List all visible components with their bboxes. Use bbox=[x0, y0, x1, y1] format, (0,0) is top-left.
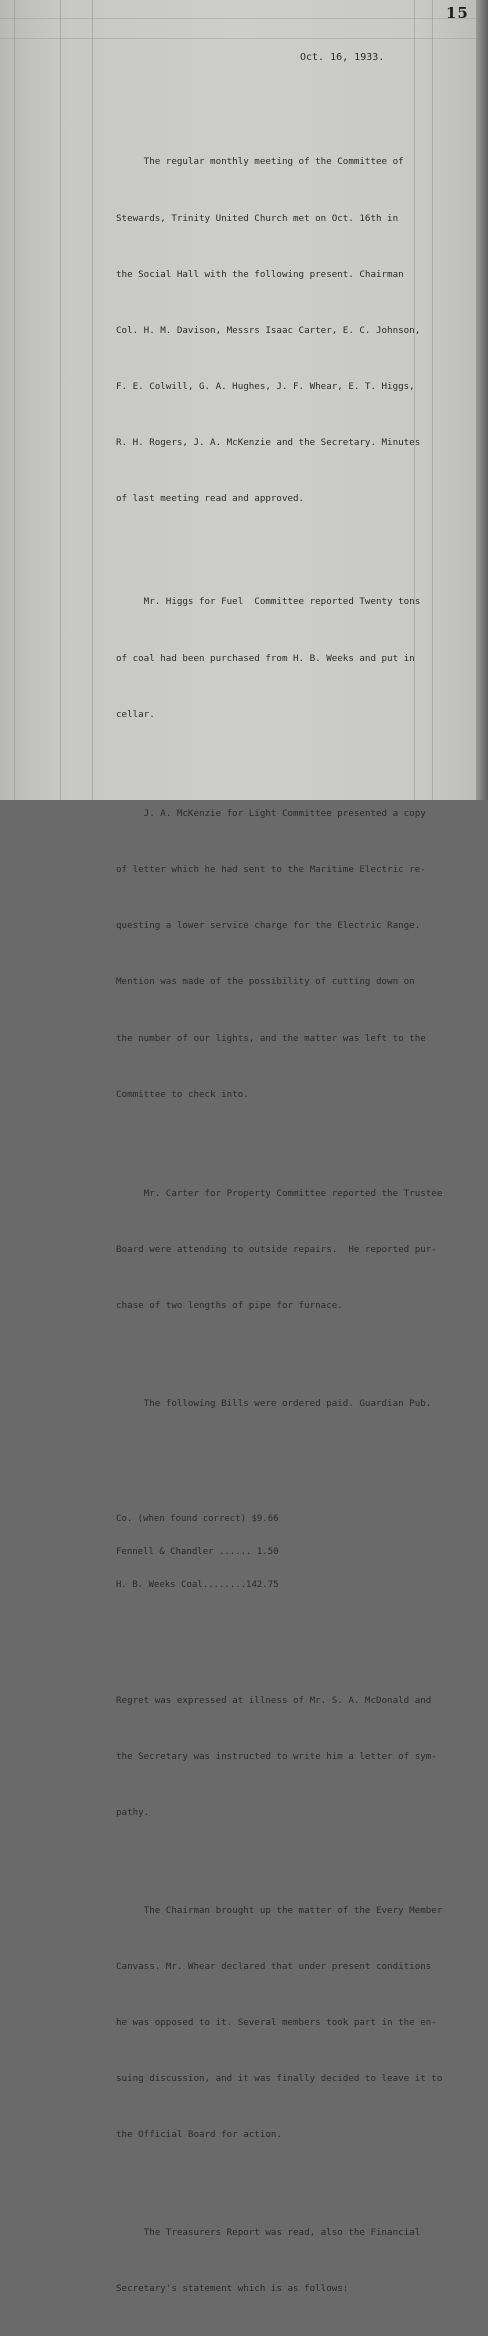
text-line: The following Bills were ordered paid. Guardian Pub. bbox=[116, 1397, 432, 1409]
margin-rule bbox=[14, 0, 15, 800]
text-line: Mr. Carter for Property Committee reported the Trustee bbox=[116, 1188, 443, 1200]
ruled-line bbox=[0, 38, 476, 39]
bill-item: Fennell & Chandler ...... 1.50 bbox=[116, 1547, 279, 1558]
text-line: Secretary's statement which is as follows: bbox=[116, 2282, 349, 2294]
text-line: he was opposed to it. Several members took part in the en- bbox=[116, 2017, 437, 2028]
bills-list bbox=[116, 1492, 466, 1613]
text-line: the Official Board for action. bbox=[116, 2129, 282, 2141]
text-line: of last meeting read and approved. bbox=[116, 492, 305, 504]
text-line: the number of our lights, and the matter was left to the bbox=[116, 1032, 426, 1044]
text-line: Mention was made of the possibility of cutting down on bbox=[116, 976, 415, 988]
text-line: J. A. McKenzie for Light Committee presented a copy bbox=[116, 808, 426, 820]
page-edge bbox=[476, 0, 488, 800]
text-line: chase of two lengths of pipe for furnace. bbox=[116, 1300, 343, 1312]
text-line: R. H. Rogers, J. A. McKenzie and the Secretary. Minutes bbox=[116, 436, 421, 448]
text-line: questing a lower service charge for the Electric Range. bbox=[116, 920, 421, 932]
text-line: of coal had been purchased from H. B. Weeks and put in bbox=[116, 652, 415, 664]
text-line: The Treasurers Report was read, also the Financial bbox=[116, 2226, 421, 2238]
text-line: the Social Hall with the following present. Chairman bbox=[116, 268, 404, 280]
text-line: Committee to check into. bbox=[116, 1088, 249, 1100]
text-line: Board were attending to outside repairs. He reported pur- bbox=[116, 1244, 437, 1256]
minutes-date: Oct. 16, 1933. bbox=[300, 52, 385, 63]
text-line: F. E. Colwill, G. A. Hughes, J. F. Whear, E. T. Higgs, bbox=[116, 380, 415, 392]
text-line: Stewards, Trinity United Church met on Oct. 16th in bbox=[116, 212, 399, 224]
text-line: Mr. Higgs for Fuel Committee reported Twenty tons bbox=[116, 596, 421, 608]
ruled-line bbox=[0, 18, 476, 19]
text-line: pathy. bbox=[116, 1807, 150, 1819]
margin-rule bbox=[60, 0, 61, 800]
text-line: the Secretary was instructed to write him a letter of sym- bbox=[116, 1751, 437, 1763]
text-line: cellar. bbox=[116, 708, 155, 720]
text-line: of letter which he had sent to the Maritime Electric re- bbox=[116, 864, 426, 876]
page-number: 15 bbox=[446, 4, 469, 22]
text-line: The Chairman brought up the matter of the Every Member bbox=[116, 1904, 443, 1916]
text-line: The regular monthly meeting of the Committee of bbox=[116, 156, 404, 168]
text-line: Col. H. M. Davison, Messrs Isaac Carter, E. C. Johnson, bbox=[116, 324, 421, 336]
bill-item: H. B. Weeks Coal........142.75 bbox=[116, 1580, 279, 1591]
minutes-text bbox=[116, 116, 466, 2336]
text-line: suing discussion, and it was finally decided to leave it to bbox=[116, 2073, 443, 2085]
bill-item: Co. (when found correct) $9.66 bbox=[116, 1514, 279, 1525]
text-line: Canvass. Mr. Whear declared that under present conditions bbox=[116, 1960, 432, 1972]
margin-rule bbox=[92, 0, 93, 800]
text-line: Regret was expressed at illness of Mr. S. A. McDonald and bbox=[116, 1695, 432, 1707]
